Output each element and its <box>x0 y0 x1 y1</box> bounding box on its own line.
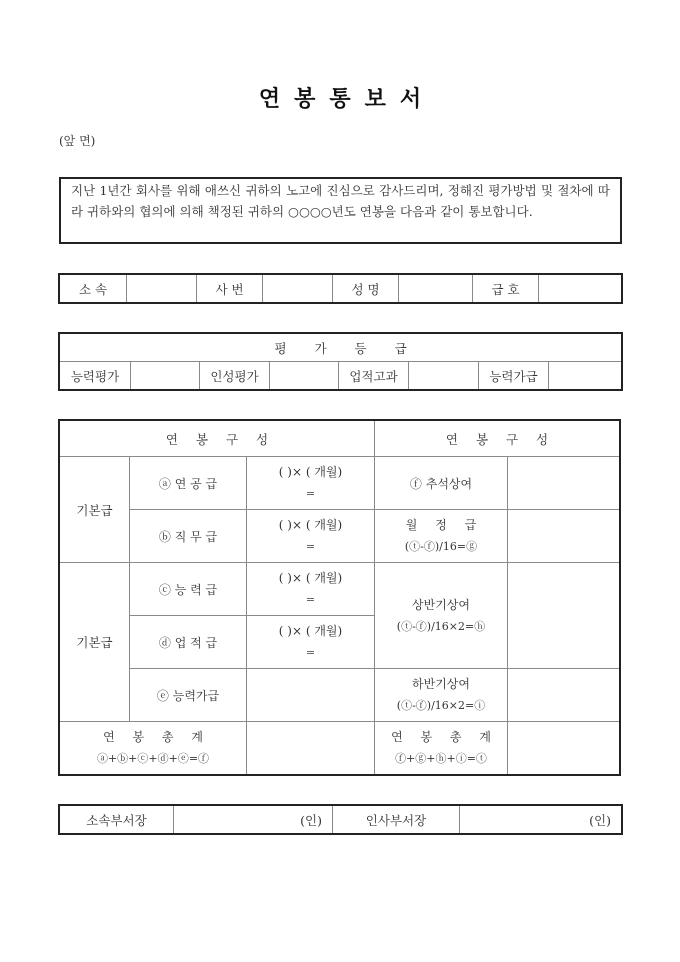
formula-text: ( )× ( 개월) <box>278 571 343 585</box>
evaluation-grade-table <box>59 333 622 390</box>
intro-box <box>59 177 622 244</box>
label-ability-bonus: 능력가급 <box>479 362 549 390</box>
formula-text: ( )× ( 개월) <box>278 518 343 532</box>
left-total-label <box>60 722 247 775</box>
field-name[interactable] <box>399 275 473 303</box>
formula-eq: = <box>305 646 316 659</box>
right-total-label <box>375 722 508 775</box>
formula-eq: = <box>305 487 316 500</box>
label-grade: 급 호 <box>473 275 539 303</box>
label-monthly-pay <box>375 510 508 563</box>
info-table <box>59 274 622 303</box>
label-chuseok-bonus: ⓕ 추석상여 <box>375 457 508 510</box>
label-name: 성 명 <box>333 275 399 303</box>
group1-label: 기본급 <box>60 457 130 563</box>
first-half-bonus-label: 상반기상여 <box>412 597 470 612</box>
left-total-text: 연 봉 총 계 <box>103 730 210 744</box>
seal-hr-head[interactable]: (인) <box>460 806 622 834</box>
field-chuseok-bonus[interactable] <box>508 457 620 510</box>
label-hr-head: 인사부서장 <box>333 806 460 834</box>
formula-seniority-pay[interactable] <box>247 457 375 510</box>
field-second-half-bonus[interactable] <box>508 669 620 722</box>
field-performance-eval[interactable] <box>409 362 479 390</box>
right-header <box>375 421 620 457</box>
right-header-text: 연 봉 구 성 <box>445 431 556 447</box>
field-department[interactable] <box>127 275 197 303</box>
left-header-text: 연 봉 구 성 <box>165 431 276 447</box>
left-header <box>60 421 375 457</box>
field-ability-bonus[interactable] <box>549 362 622 390</box>
formula-job-pay[interactable] <box>247 510 375 563</box>
label-department: 소 속 <box>60 275 127 303</box>
salary-composition-table <box>59 420 620 775</box>
field-monthly-pay[interactable] <box>508 510 620 563</box>
right-total-text: 연 봉 총 계 <box>391 730 498 744</box>
field-employee-number[interactable] <box>263 275 333 303</box>
signature-table <box>59 805 622 834</box>
monthly-pay-formula: (ⓣ-ⓕ)/16=ⓖ <box>404 540 478 553</box>
field-grade[interactable] <box>539 275 622 303</box>
formula-eq: = <box>305 593 316 606</box>
label-second-half-bonus <box>375 669 508 722</box>
field-left-total[interactable] <box>247 722 375 775</box>
left-total-formula: ⓐ+ⓑ+ⓒ+ⓓ+ⓔ=ⓕ <box>96 752 210 765</box>
item-seniority-pay: ⓐ 연 공 급 <box>130 457 247 510</box>
label-character-eval: 인성평가 <box>200 362 270 390</box>
formula-text: ( )× ( 개월) <box>278 465 343 479</box>
formula-eq: = <box>305 540 316 553</box>
label-department-head: 소속부서장 <box>60 806 174 834</box>
formula-performance-pay[interactable] <box>247 616 375 669</box>
label-ability-eval: 능력평가 <box>60 362 131 390</box>
field-right-total[interactable] <box>508 722 620 775</box>
label-performance-eval: 업적고과 <box>339 362 409 390</box>
document-title: 연봉통보서 <box>258 86 436 112</box>
second-half-bonus-label: 하반기상여 <box>412 677 470 691</box>
field-character-eval[interactable] <box>270 362 339 390</box>
label-employee-number: 사 번 <box>197 275 263 303</box>
grade-table-header: 평 가 등 급 <box>60 334 622 362</box>
field-ability-eval[interactable] <box>131 362 200 390</box>
side-label: (앞 면) <box>59 134 96 148</box>
intro-text: 지난 1년간 회사를 위해 애쓰신 귀하의 노고에 진심으로 감사드리며, 정해진 평가방법 및 절차에 따라 귀하와의 협의에 의해 책정된 귀하의 ○○○○년도 연봉을 다음과 같이 통보합니다. <box>71 183 610 219</box>
item-job-pay: ⓑ 직 무 급 <box>130 510 247 563</box>
group2-label: 기본급 <box>60 563 130 722</box>
formula-ability-pay[interactable] <box>247 563 375 616</box>
item-performance-pay: ⓓ 업 적 급 <box>130 616 247 669</box>
item-ability-bonus-pay: ⓔ 능력가급 <box>130 669 247 722</box>
first-half-bonus-formula: (ⓣ-ⓕ)/16×2=ⓗ <box>396 619 486 633</box>
monthly-pay-label: 월 정 급 <box>405 518 484 532</box>
seal-department-head[interactable]: (인) <box>174 806 333 834</box>
item-ability-pay: ⓒ 능 력 급 <box>130 563 247 616</box>
second-half-bonus-formula: (ⓣ-ⓕ)/16×2=ⓘ <box>396 699 486 712</box>
right-total-formula: ⓕ+ⓖ+ⓗ+ⓘ=ⓣ <box>395 752 487 765</box>
formula-text: ( )× ( 개월) <box>278 624 343 638</box>
label-first-half-bonus <box>375 563 508 669</box>
field-ability-bonus-pay[interactable] <box>247 669 375 722</box>
field-first-half-bonus[interactable] <box>508 563 620 669</box>
